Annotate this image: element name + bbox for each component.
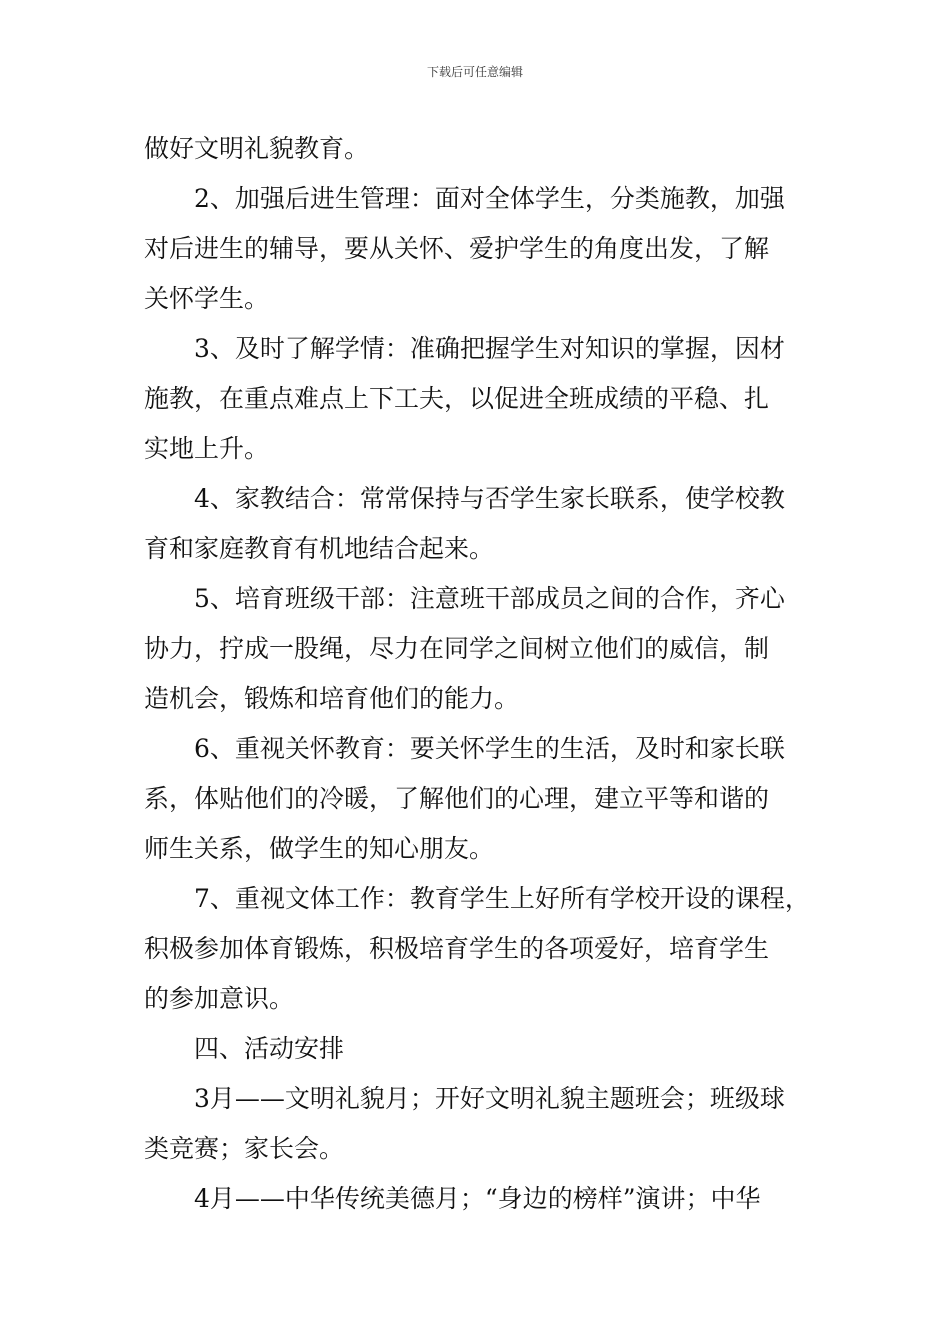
text-line: 做好文明礼貌教育。 xyxy=(144,134,370,163)
text-line: 5、培育班级干部：注意班干部成员之间的合作，齐心 xyxy=(194,584,785,613)
text-line: 6、重视关怀教育：要关怀学生的生活，及时和家长联 xyxy=(194,734,785,763)
text-line: 师生关系，做学生的知心朋友。 xyxy=(144,834,495,863)
text-line: 类竞赛；家长会。 xyxy=(144,1134,345,1163)
text-line: 施教，在重点难点上下工夫，以促进全班成绩的平稳、扎 xyxy=(144,384,770,413)
text-line: 4、家教结合：常常保持与否学生家长联系，使学校教 xyxy=(194,484,785,513)
text-line: 关怀学生。 xyxy=(144,284,270,313)
document-body xyxy=(144,124,814,1224)
text-line: 积极参加体育锻炼，积极培育学生的各项爱好，培育学生 xyxy=(144,934,770,963)
section-heading: 四、活动安排 xyxy=(194,1034,345,1063)
text-line: 3、及时了解学情：准确把握学生对知识的掌握，因材 xyxy=(194,334,785,363)
text-line: 7、重视文体工作：教育学生上好所有学校开设的课程， xyxy=(194,884,810,913)
text-line: 实地上升。 xyxy=(144,434,270,463)
text-line: 协力，拧成一股绳，尽力在同学之间树立他们的威信，制 xyxy=(144,634,770,663)
page-header: 下载后可任意编辑 xyxy=(426,65,523,79)
text-line: 4月——中华传统美德月；“身边的榜样”演讲；中华 xyxy=(194,1184,761,1213)
text-line: 的参加意识。 xyxy=(144,984,295,1013)
text-line: 系，体贴他们的冷暖，了解他们的心理，建立平等和谐的 xyxy=(144,784,770,813)
text-line: 对后进生的辅导，要从关怀、爱护学生的角度出发，了解 xyxy=(144,234,770,263)
text-line: 造机会，锻炼和培育他们的能力。 xyxy=(144,684,520,713)
text-line: 2、加强后进生管理：面对全体学生，分类施教，加强 xyxy=(194,184,785,213)
text-line: 育和家庭教育有机地结合起来。 xyxy=(144,534,495,563)
text-line: 3月——文明礼貌月；开好文明礼貌主题班会；班级球 xyxy=(194,1084,785,1113)
